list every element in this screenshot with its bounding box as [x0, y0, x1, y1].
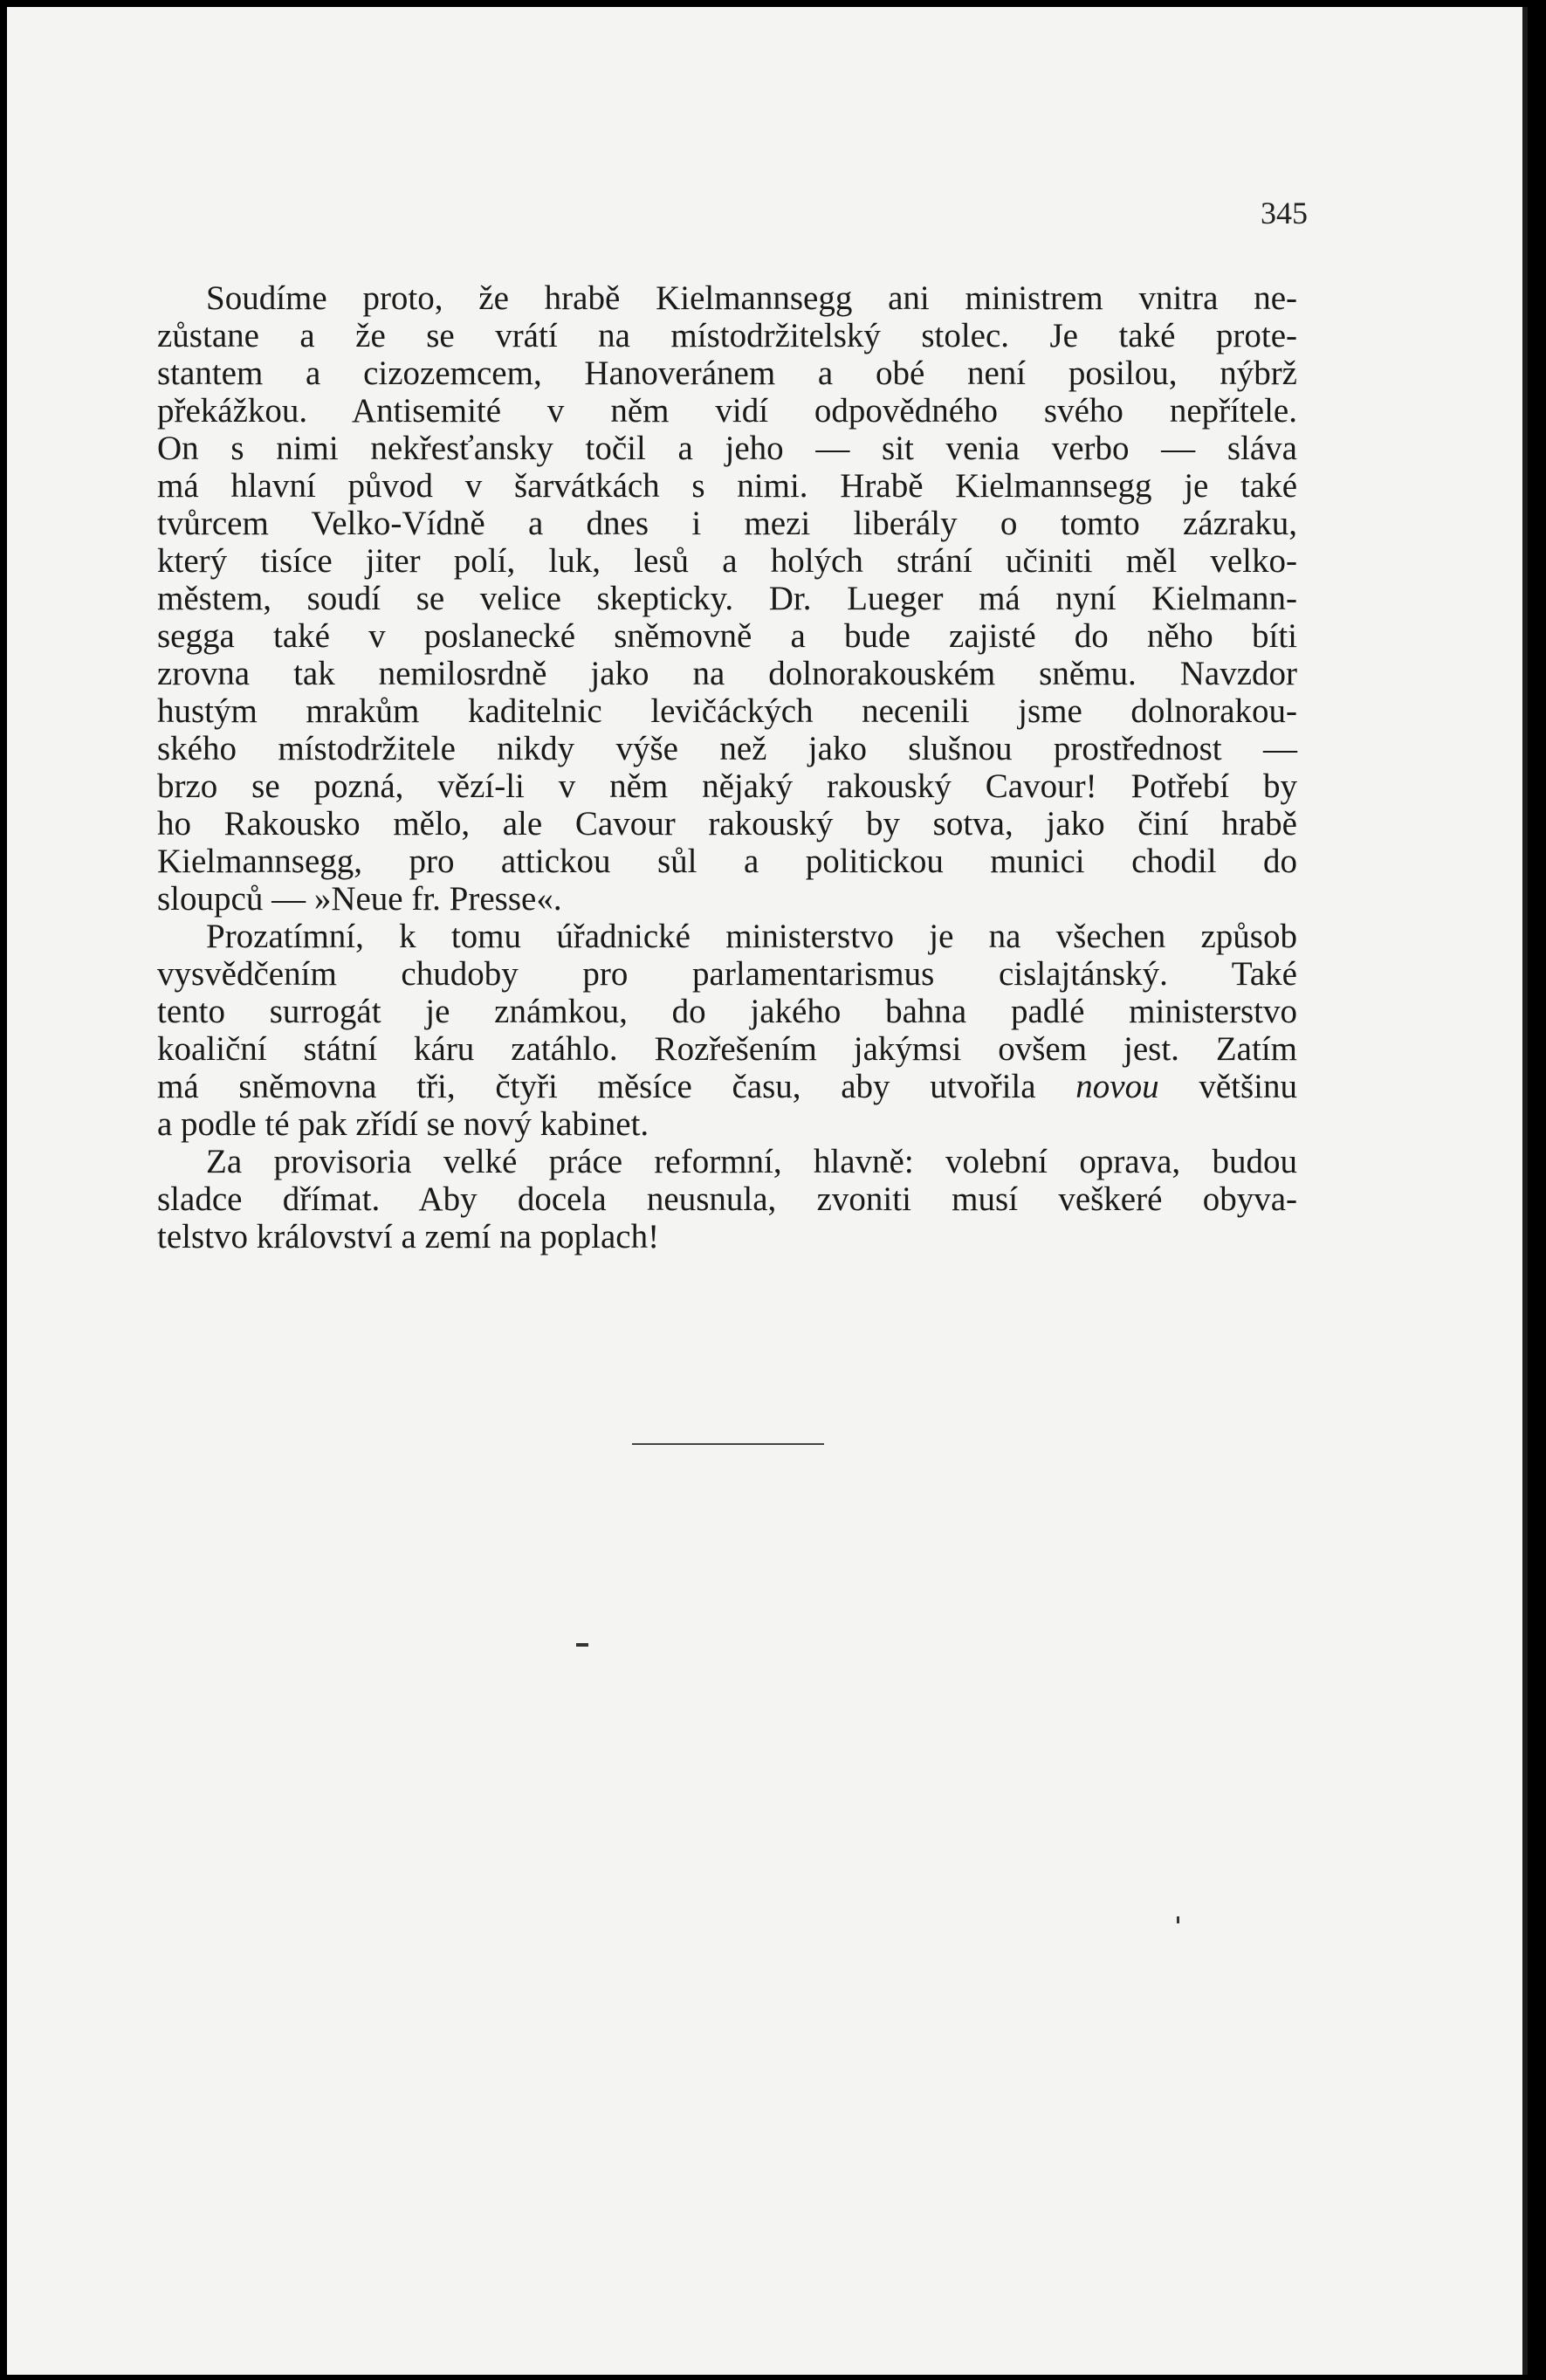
text-line: ského místodržitele nikdy výše než jako slušnou prostřednost — — [157, 730, 1297, 767]
text-line: městem, soudí se velice skepticky. Dr. Lueger má nyní Kielmann- — [157, 580, 1297, 617]
text-line: a podle té pak zřídí se nový kabinet. — [157, 1105, 649, 1143]
text-segment: většinu — [1199, 1068, 1297, 1105]
text-line: koaliční státní káru zatáhlo. Rozřešením jakýmsi ovšem jest. Zatím — [157, 1030, 1297, 1068]
book-page — [7, 7, 1528, 2375]
text-line-with-emphasis — [157, 1068, 1297, 1105]
text-line: sloupců — »Neue fr. Presse«. — [157, 880, 562, 918]
paragraph-1 — [157, 279, 1297, 918]
text-line: sladce dřímat. Aby docela neusnula, zvoniti musí veškeré obyva- — [157, 1180, 1297, 1218]
text-line: vysvědčením chudoby pro parlamentarismus cislajtánský. Také — [157, 955, 1297, 993]
text-line: telstvo království a zemí na poplach! — [157, 1218, 660, 1255]
text-line: ho Rakousko mělo, ale Cavour rakouský by sotva, jako činí hrabě — [157, 805, 1297, 843]
text-line: tvůrcem Velko-Vídně a dnes i mezi liberály o tomto zázraku, — [157, 505, 1297, 542]
text-line: On s nimi nekřesťansky točil a jeho — sit venia verbo — sláva — [157, 430, 1297, 467]
text-line: Za provisoria velké práce reformní, hlavně: volební oprava, budou — [206, 1143, 1297, 1180]
text-line: segga také v poslanecké sněmovně a bude zajisté do něho bíti — [157, 617, 1297, 655]
text-line: Soudíme proto, že hrabě Kielmannsegg ani ministrem vnitra ne- — [206, 279, 1297, 317]
text-line: stantem a cizozemcem, Hanoveránem a obé není posilou, nýbrž — [157, 354, 1297, 392]
paragraph-3 — [157, 1143, 1297, 1255]
text-line: brzo se pozná, vězí-li v něm nějaký rakouský Cavour! Potřebí by — [157, 767, 1297, 805]
text-line: tento surrogát je známkou, do jakého bahna padlé ministerstvo — [157, 993, 1297, 1030]
page-number: 345 — [1261, 196, 1308, 230]
text-line: který tisíce jiter polí, luk, lesů a holých strání učiniti měl velko- — [157, 542, 1297, 580]
print-speck — [1177, 1916, 1179, 1923]
text-segment: má sněmovna tři, čtyři měsíce času, aby utvořila — [157, 1068, 1036, 1105]
emphasized-word: novou — [1075, 1068, 1159, 1105]
text-line: překážkou. Antisemité v něm vidí odpovědného svého nepřítele. — [157, 392, 1297, 430]
text-line: zrovna tak nemilosrdně jako na dolnorakouském sněmu. Navzdor — [157, 655, 1297, 692]
print-speck — [576, 1643, 588, 1647]
text-line: Prozatímní, k tomu úřadnické ministerstvo je na všechen způsob — [206, 918, 1297, 955]
body-text — [157, 279, 1297, 1255]
text-line: má hlavní původ v šarvátkách s nimi. Hrabě Kielmannsegg je také — [157, 467, 1297, 505]
text-line: hustým mrakům kaditelnic levičáckých necenili jsme dolnorakou- — [157, 692, 1297, 730]
paragraph-2 — [157, 918, 1297, 1143]
section-divider — [632, 1443, 824, 1445]
text-line: zůstane a že se vrátí na místodržitelský stolec. Je také prote- — [157, 317, 1297, 354]
text-line: Kielmannsegg, pro attickou sůl a politickou munici chodil do — [157, 843, 1297, 880]
